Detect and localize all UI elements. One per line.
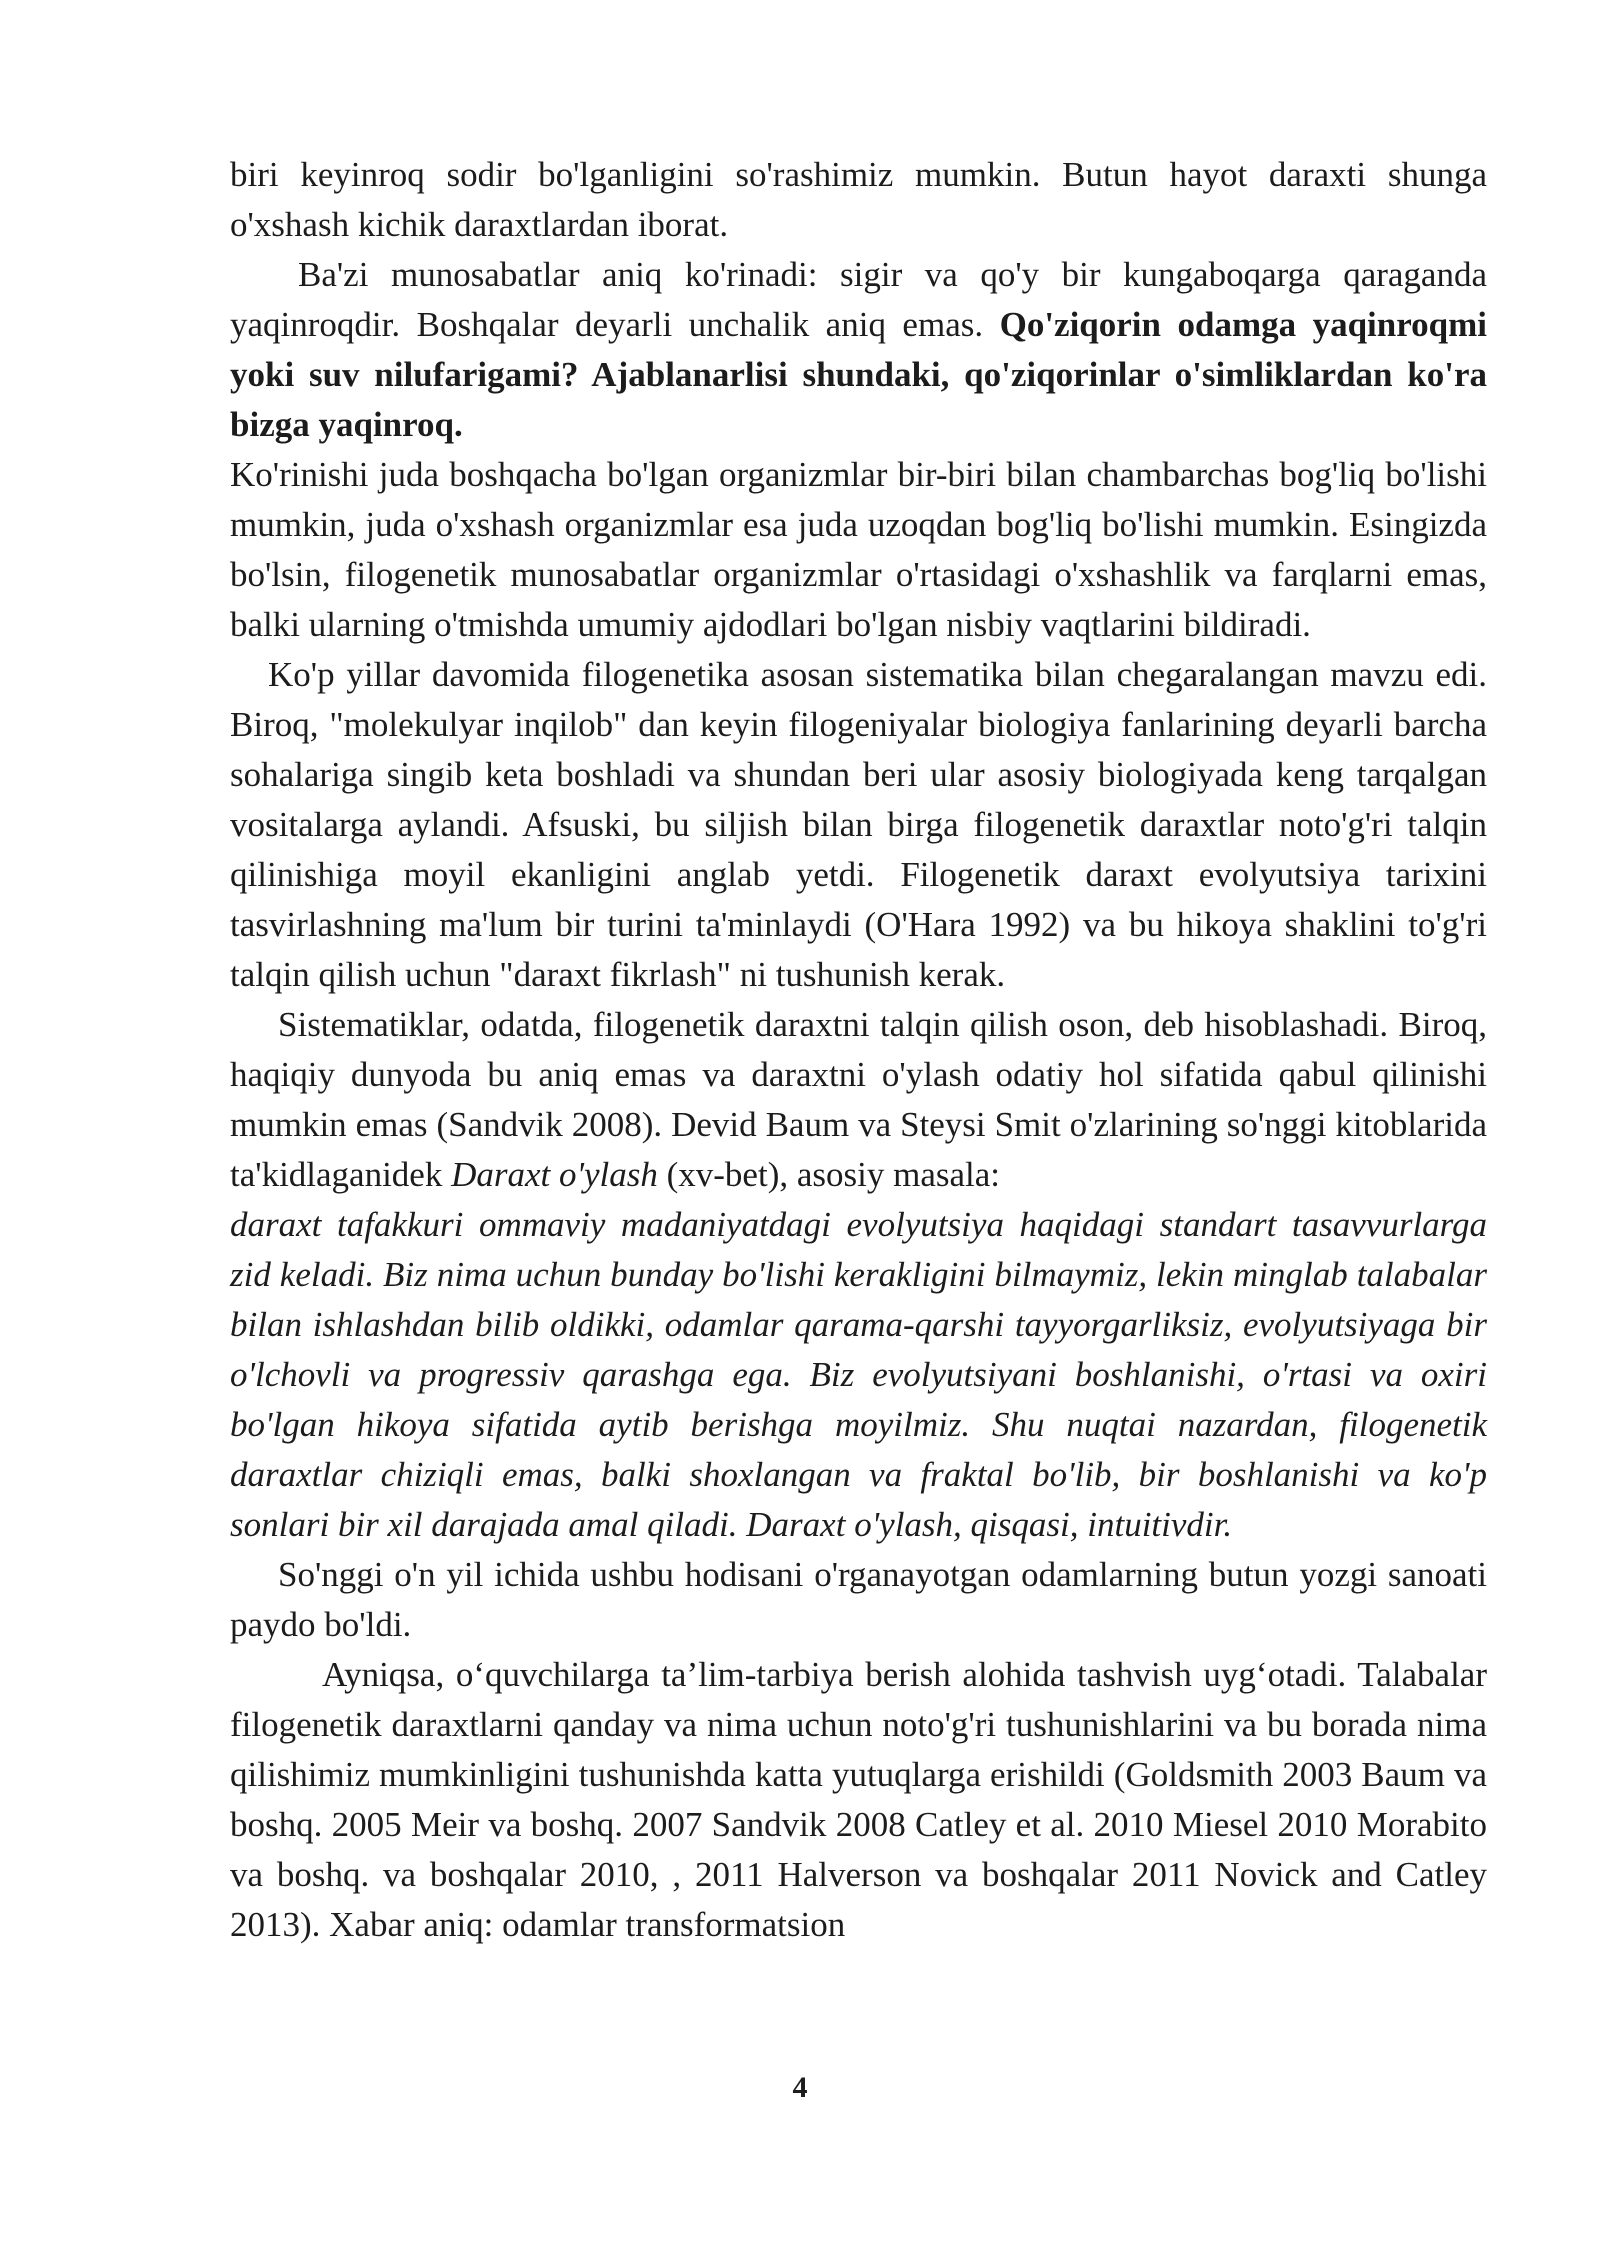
paragraph-8-text: Ayniqsa, o‘quvchilarga ta’lim-tarbiya berish alohida tashvish uyg‘otadi. Talabalar filogenetik daraxtlarni qanday va nima uchun noto'g'ri tushunishlarini va bu borada nima qilishimiz mumkinligini tushunishda katta yutuqlarga erishildi (Goldsmith 2003 Baum va boshq. 2005 Meir va boshq. 2007 Sandvik 2008 Catley et al. 2010 Miesel 2010 Morabito va boshq. va boshqalar 2010, , 2011 Halverson va boshqalar 2011 Novick and Catley 2013). Xabar aniq: odamlar transformatsion (230, 1655, 1487, 1944)
paragraph-2-text: Ba'zi munosabatlar aniq ko'rinadi: sigir va qo'y bir kungaboqarga qaraganda yaqinroqdir. Boshqalar deyarli unchalik aniq emas. (230, 255, 1487, 344)
block-quote (230, 1200, 1487, 1550)
paragraph-phylogenetics-history (230, 650, 1487, 1000)
paragraph-continuation (230, 150, 1487, 250)
paragraph-5-tail: (xv-bet), asosiy masala: (657, 1155, 1000, 1194)
paragraph-1-text: biri keyinroq sodir bo'lganligini so'rashimiz mumkin. Butun hayot daraxti shunga o'xshash kichik daraxtlardan iborat. (230, 155, 1487, 244)
paragraph-7-text: So'nggi o'n yil ichida ushbu hodisani o'rganayotgan odamlarning butun yozgi sanoati paydo bo'ldi. (230, 1555, 1487, 1644)
paragraph-2-bold-text: Qo'ziqorin odamga yaqinroqmi yoki suv nilufarigami? Ajablanarlisi shundaki, qo'ziqorinlar o'simliklardan ko'ra bizga yaqinroq. (230, 305, 1487, 444)
paragraph-3-text: Ko'rinishi juda boshqacha bo'lgan organizmlar bir-biri bilan chambarchas bog'liq bo'lishi mumkin, juda o'xshash organizmlar esa juda uzoqdan bog'liq bo'lishi mumkin. Esingizda bo'lsin, filogenetik munosabatlar organizmlar o'rtasidagi o'xshashlik va farqlarni emas, balki ularning o'tmishda umumiy ajdodlari bo'lgan nisbiy vaqtlarini bildiradi. (230, 455, 1487, 644)
paragraph-appearance (230, 450, 1487, 650)
book-title: Daraxt o'ylash (451, 1155, 658, 1194)
paragraph-education (230, 1650, 1487, 1950)
body-text (230, 150, 1487, 1950)
paragraph-systematics (230, 1000, 1487, 1200)
paragraph-4-text: Ko'p yillar davomida filogenetika asosan sistematika bilan chegaralangan mavzu edi. Biroq, "molekulyar inqilob" dan keyin filogeniyalar biologiya fanlarining deyarli barcha sohalariga singib keta boshladi va shundan beri ular asosiy biologiyada keng tarqalgan vositalarga aylandi. Afsuski, bu siljish bilan birga filogenetik daraxtlar noto'g'ri talqin qilinishiga moyil ekanligini anglab yetdi. Filogenetik daraxt evolyutsiya tarixini tasvirlashning ma'lum bir turini ta'minlaydi (O'Hara 1992) va bu hikoya shaklini to'g'ri talqin qilish uchun "daraxt fikrlash" ni tushunish kerak. (230, 655, 1487, 994)
quote-text: daraxt tafakkuri ommaviy madaniyatdagi evolyutsiya haqidagi standart tasavvurlarga zid keladi. Biz nima uchun bunday bo'lishi kerakligini bilmaymiz, lekin minglab talabalar bilan ishlashdan bilib oldikki, odamlar qarama-qarshi tayyorgarliksiz, evolyutsiyaga bir o'lchovli va progressiv qarashga ega. Biz evolyutsiyani boshlanishi, o'rtasi va oxiri bo'lgan hikoya sifatida aytib berishga moyilmiz. Shu nuqtai nazardan, filogenetik daraxtlar chiziqli emas, balki shoxlangan va fraktal bo'lib, bir boshlanishi va ko'p sonlari bir xil darajada amal qiladi. Daraxt o'ylash, qisqasi, intuitivdir. (230, 1205, 1487, 1544)
page-number: 4 (792, 2071, 808, 2104)
paragraph-5-text: Sistematiklar, odatda, filogenetik daraxtni talqin qilish oson, deb hisoblashadi. Biroq, haqiqiy dunyoda bu aniq emas va daraxtni o'ylash odatiy hol sifatida qabul qilinishi mumkin emas (Sandvik 2008). Devid Baum va Steysi Smit o'zlarining so'nggi kitoblarida ta'kidlaganidek (230, 1005, 1487, 1194)
paragraph-industry (230, 1550, 1487, 1650)
paragraph-relationships (230, 250, 1487, 450)
